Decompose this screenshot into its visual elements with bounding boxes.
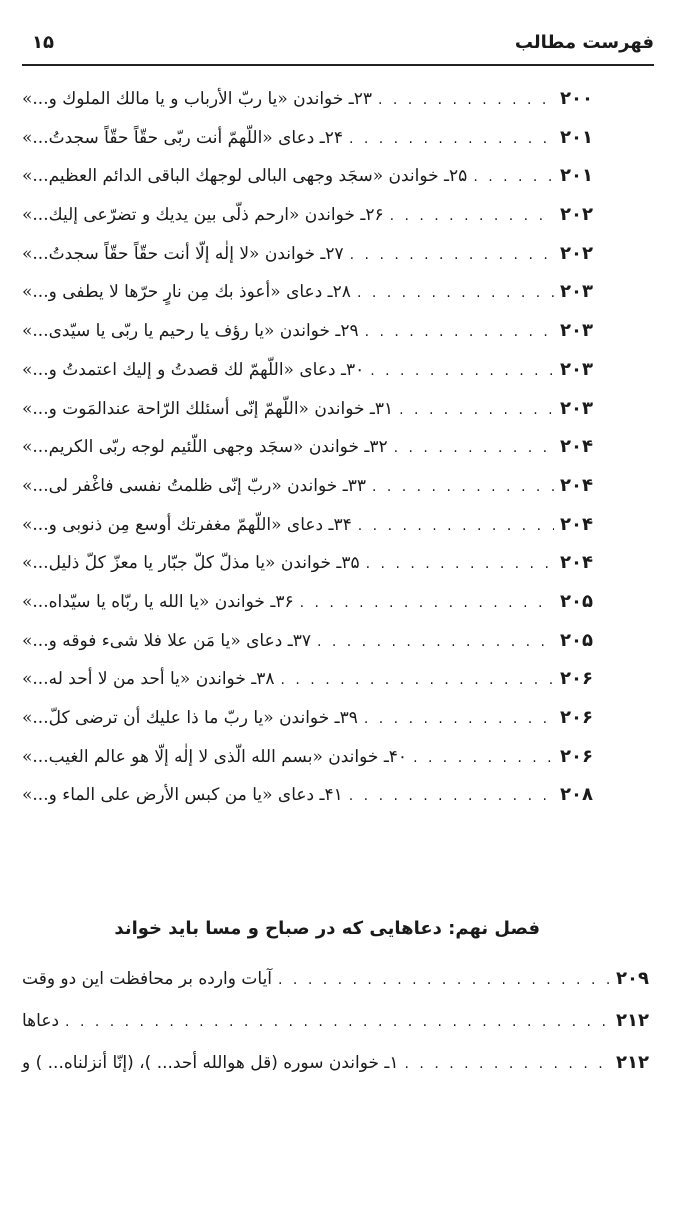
dot-leader xyxy=(405,1056,610,1072)
toc-entry-page: ۲۰۲ xyxy=(560,242,593,264)
toc-entry xyxy=(22,514,600,553)
toc-entry-title: ۱ـ خواندن سوره (قل هوالله أحد... )، (إنّا أنزلناه... ) و xyxy=(22,1053,399,1073)
toc-entry-title: ۳۱ـ خواندن «اللّهمّ إنّی أسئلك الرّاحة عندالمَوت و...» xyxy=(22,398,394,419)
dot-leader xyxy=(413,750,554,766)
toc-entry xyxy=(22,968,656,1010)
toc-entry xyxy=(22,707,600,746)
toc-entry xyxy=(22,88,600,127)
toc-entry-page: ۲۰۱ xyxy=(560,165,593,187)
toc-entry xyxy=(22,204,600,243)
toc-entry xyxy=(22,591,600,630)
dot-leader xyxy=(349,788,554,804)
toc-entry-title: ۲۹ـ خواندن «یا رؤف یا رحیم یا ربّی یا سیّدی...» xyxy=(22,321,359,342)
dot-leader xyxy=(394,440,554,456)
toc-entry-title: دعاها xyxy=(22,1011,60,1031)
toc-entry-title: ۳۳ـ خواندن «ربّ إنّی ظلمتُ نفسی فاغْفر لی...» xyxy=(22,475,366,496)
toc-entry-page: ۲۰۳ xyxy=(560,320,593,342)
toc-entry xyxy=(22,784,600,823)
dot-leader xyxy=(473,169,554,185)
dot-leader xyxy=(317,634,554,650)
toc-entry-page: ۲۰۳ xyxy=(560,358,593,380)
section-heading: فصل نهم: دعاهایی که در صباح و مسا باید خواند xyxy=(114,918,540,939)
toc-entry-title: ۳۷ـ دعای «یا مَن علا فلا شیء فوقه و...» xyxy=(22,630,311,651)
dot-leader xyxy=(358,518,554,534)
toc-entry-page: ۲۰۲ xyxy=(560,204,593,226)
page-number: ۱۵ xyxy=(32,32,54,53)
toc-entry xyxy=(22,552,600,591)
toc-entry-page: ۲۰۶ xyxy=(560,668,593,690)
toc-entry-title: ۳۰ـ دعای «اللّهمّ لك قصدتُ و إلیك اعتمدتُ و...» xyxy=(22,359,365,380)
dot-leader xyxy=(372,479,554,495)
toc-entry xyxy=(22,1052,656,1094)
toc-entry-title: ۲۷ـ خواندن «لا إلٰه إلّا أنت حقّاً حقّاً سجدتُ...» xyxy=(22,243,344,264)
toc-entry-page: ۲۱۲ xyxy=(616,1010,649,1031)
toc-entry-title: ۳۲ـ خواندن «سجَد وجهی اللّئیم لوجه ربّی الکریم...» xyxy=(22,437,388,458)
toc-entry-title: ۲۳ـ خواندن «یا ربّ الأرباب و یا مالك الملوك و...» xyxy=(22,89,372,109)
toc-entry-page: ۲۰۴ xyxy=(560,552,593,574)
dot-leader xyxy=(370,363,554,379)
toc-entry xyxy=(22,436,600,475)
toc-entry xyxy=(22,243,600,282)
toc-entry xyxy=(22,398,600,437)
toc-entry xyxy=(22,746,600,785)
toc-entry-title: آیات وارده بر محافظت این دو وقت xyxy=(22,969,273,989)
dot-leader xyxy=(349,131,554,147)
toc-entry-page: ۲۱۲ xyxy=(616,1052,649,1073)
toc-entry xyxy=(22,359,600,398)
dot-leader xyxy=(390,208,554,224)
section-toc-list xyxy=(22,968,656,1094)
toc-entry xyxy=(22,630,600,669)
toc-entry xyxy=(22,1010,656,1052)
toc-entry-title: ۳۸ـ خواندن «یا أحد من لا أحد له...» xyxy=(22,669,275,690)
toc-entry-page: ۲۰۵ xyxy=(560,590,593,612)
toc-entry-title: ۳۹ـ خواندن «یا ربّ ما ذا علیك أن ترضی کلّ...» xyxy=(22,708,358,728)
toc-entry-page: ۲۰۴ xyxy=(560,436,593,458)
toc-entry-title: ۳۶ـ خواندن «یا الله یا ربّاه یا سیّداه...» xyxy=(22,591,294,612)
toc-entry-page: ۲۰۳ xyxy=(560,281,593,303)
page-header xyxy=(22,30,654,66)
toc-entry-page: ۲۰۵ xyxy=(560,629,593,651)
dot-leader xyxy=(65,1014,610,1030)
toc-entry-title: ۲۵ـ خواندن «سجَد وجهی البالی لوجهك الباقی الدائم العظیم...» xyxy=(22,166,468,187)
running-title: فهرست مطالب xyxy=(514,32,654,53)
toc-entry-page: ۲۰۴ xyxy=(560,474,593,496)
dot-leader xyxy=(357,285,554,301)
toc-entry-title: ۴۱ـ دعای «یا من کبس الأرض علی الماء و...» xyxy=(22,785,343,806)
dot-leader xyxy=(281,672,555,688)
toc-entry-page: ۲۰۶ xyxy=(560,745,593,767)
dot-leader xyxy=(399,402,554,418)
dot-leader xyxy=(300,595,554,611)
dot-leader xyxy=(378,92,554,108)
dot-leader xyxy=(350,247,554,263)
toc-entry-page: ۲۰۳ xyxy=(560,397,593,419)
toc-entry-title: ۲۶ـ خواندن «ارحم ذلّی بین یدیك و تضرّعی إلیك...» xyxy=(22,205,384,226)
toc-entry xyxy=(22,475,600,514)
toc-entry-page: ۲۰۰ xyxy=(560,88,593,109)
toc-entry-page: ۲۰۴ xyxy=(560,513,593,535)
dot-leader xyxy=(366,556,554,572)
toc-entry-title: ۳۵ـ خواندن «یا مذلّ کلّ جبّار یا معزّ کلّ ذلیل...» xyxy=(22,553,360,574)
toc-entry-title: ۳۴ـ دعای «اللّهمّ مغفرتك أوسع مِن ذنوبی و...» xyxy=(22,514,352,535)
toc-entry-title: ۲۴ـ دعای «اللّهمّ أنت ربّی حقّاً حقّاً سجدتُ...» xyxy=(22,127,343,148)
toc-entry-title: ۴۰ـ خواندن «بسم الله الّذی لا إلٰه إلّا هو عالم الغیب...» xyxy=(22,746,408,767)
toc-entry-page: ۲۰۹ xyxy=(616,968,649,989)
dot-leader xyxy=(278,972,610,988)
toc-list xyxy=(22,88,600,823)
dot-leader xyxy=(364,711,554,727)
toc-entry-page: ۲۰۸ xyxy=(560,784,593,806)
dot-leader xyxy=(365,324,554,340)
toc-entry xyxy=(22,281,600,320)
toc-entry xyxy=(22,165,600,204)
toc-entry-page: ۲۰۱ xyxy=(560,126,593,148)
toc-entry xyxy=(22,320,600,359)
toc-entry xyxy=(22,668,600,707)
toc-entry xyxy=(22,127,600,166)
toc-entry-page: ۲۰۶ xyxy=(560,707,593,728)
toc-entry-title: ۲۸ـ دعای «أعوذ بك مِن نارٍ حرّها لا یطفی و...» xyxy=(22,282,351,303)
